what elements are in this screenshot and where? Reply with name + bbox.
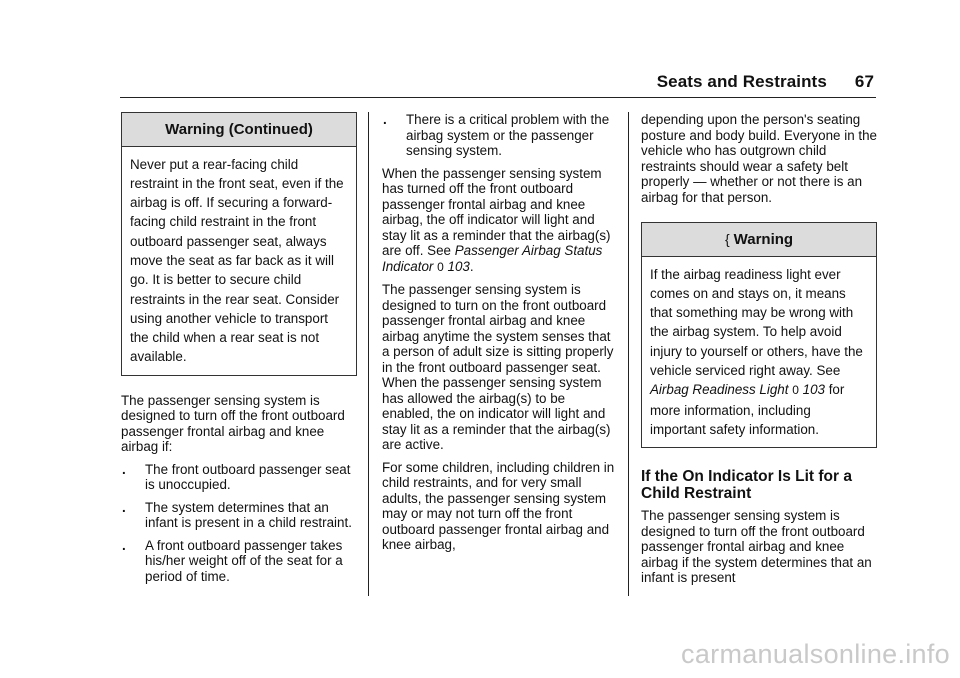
child-restraint-paragraph: The passenger sensing system is designed to turn off the front outboard passenger frontal airbag and knee airbag if the system determines that an infant is present <box>641 508 872 586</box>
on-indicator-paragraph: The passenger sensing system is designed to turn on the front outboard passenger frontal airbag and knee airbag anytime the system senses that a person of adult size is sitting properly in the front outboard passenger seat. When the passenger sensing system has allowed the airbag(s) to be enabled, the on indicator will light and stay lit as a reminder that the airbag(s) are active. <box>382 282 614 452</box>
column-2 <box>382 112 618 560</box>
warning-title: { Warning <box>642 223 876 257</box>
section-title: Seats and Restraints <box>656 72 827 91</box>
airbag-readiness-light-link[interactable]: Airbag Readiness Light <box>650 382 789 398</box>
warning-icon: { <box>724 231 730 247</box>
list-item: . There is a critical problem with the airbag system or the passenger sensing system. <box>383 112 610 158</box>
page-ref-number[interactable]: 103 <box>802 382 825 398</box>
seating-posture-paragraph: depending upon the person's seating posture and body build. Everyone in the vehicle who has outgrown child restraints should wear a safety belt properly — whether or not there is an airbag for that person. <box>641 112 877 205</box>
off-indicator-paragraph: When the passenger sensing system has turned off the front outboard passenger frontal airbag and knee airbag, the off indicator will light and stay lit as a reminder that the airbag(s) are off. See Passenger Airbag Status Indicator 0 103. <box>382 165 611 274</box>
small-children-paragraph: For some children, including children in child restraints, and for very small adults, the passenger sensing system may or may not turn off the front outboard passenger frontal airbag and knee airbag, <box>382 459 615 552</box>
column-divider-2 <box>628 112 629 596</box>
watermark: carmanualsonline.info <box>681 639 950 669</box>
column-1 <box>121 112 357 591</box>
warning-box <box>641 222 877 448</box>
page-ref-number[interactable]: 103 <box>447 258 470 274</box>
column-divider-1 <box>368 112 369 596</box>
passenger-airbag-status-link[interactable]: Passenger Airbag Status Indicator <box>382 243 603 274</box>
page-number: 67 <box>854 72 874 91</box>
sensing-intro: The passenger sensing system is designed to turn off the front outboard passenger frontal airbag and knee airbag if: <box>121 392 345 455</box>
section-heading: If the On Indicator Is Lit for a Child Restraint <box>641 468 852 503</box>
header-rule <box>120 97 876 98</box>
page-header <box>657 72 874 92</box>
warning-continued-title: Warning (Continued) <box>122 113 356 147</box>
warning-text: If the airbag readiness light ever comes on and stays on, it means that something may be wrong with the airbag system. To help avoid injury to yourself or others, have the vehicle serviced right away. See Airbag Readiness Light 0 103 for more information, including important safety information. <box>650 266 863 437</box>
column-3 <box>641 112 877 593</box>
page-ref-arrow: 0 <box>437 259 444 274</box>
page-ref-arrow: 0 <box>792 383 799 398</box>
list-item: . The system determines that an infant is present in a child restraint. <box>122 499 352 531</box>
warning-continued-box <box>121 112 357 376</box>
warning-continued-text: Never put a rear-facing child restraint in the front seat, even if the airbag is off. If securing a forward-facing child restraint in the front outboard passenger seat, always move the seat as far back as it will go. It is better to secure child restraints in the rear seat. Consider using another vehicle to transport the child when a rear seat is not available. <box>130 156 344 365</box>
list-item: . The front outboard passenger seat is unoccupied. <box>122 461 351 493</box>
list-item: . A front outboard passenger takes his/her weight off of the seat for a period of time. <box>122 537 343 584</box>
